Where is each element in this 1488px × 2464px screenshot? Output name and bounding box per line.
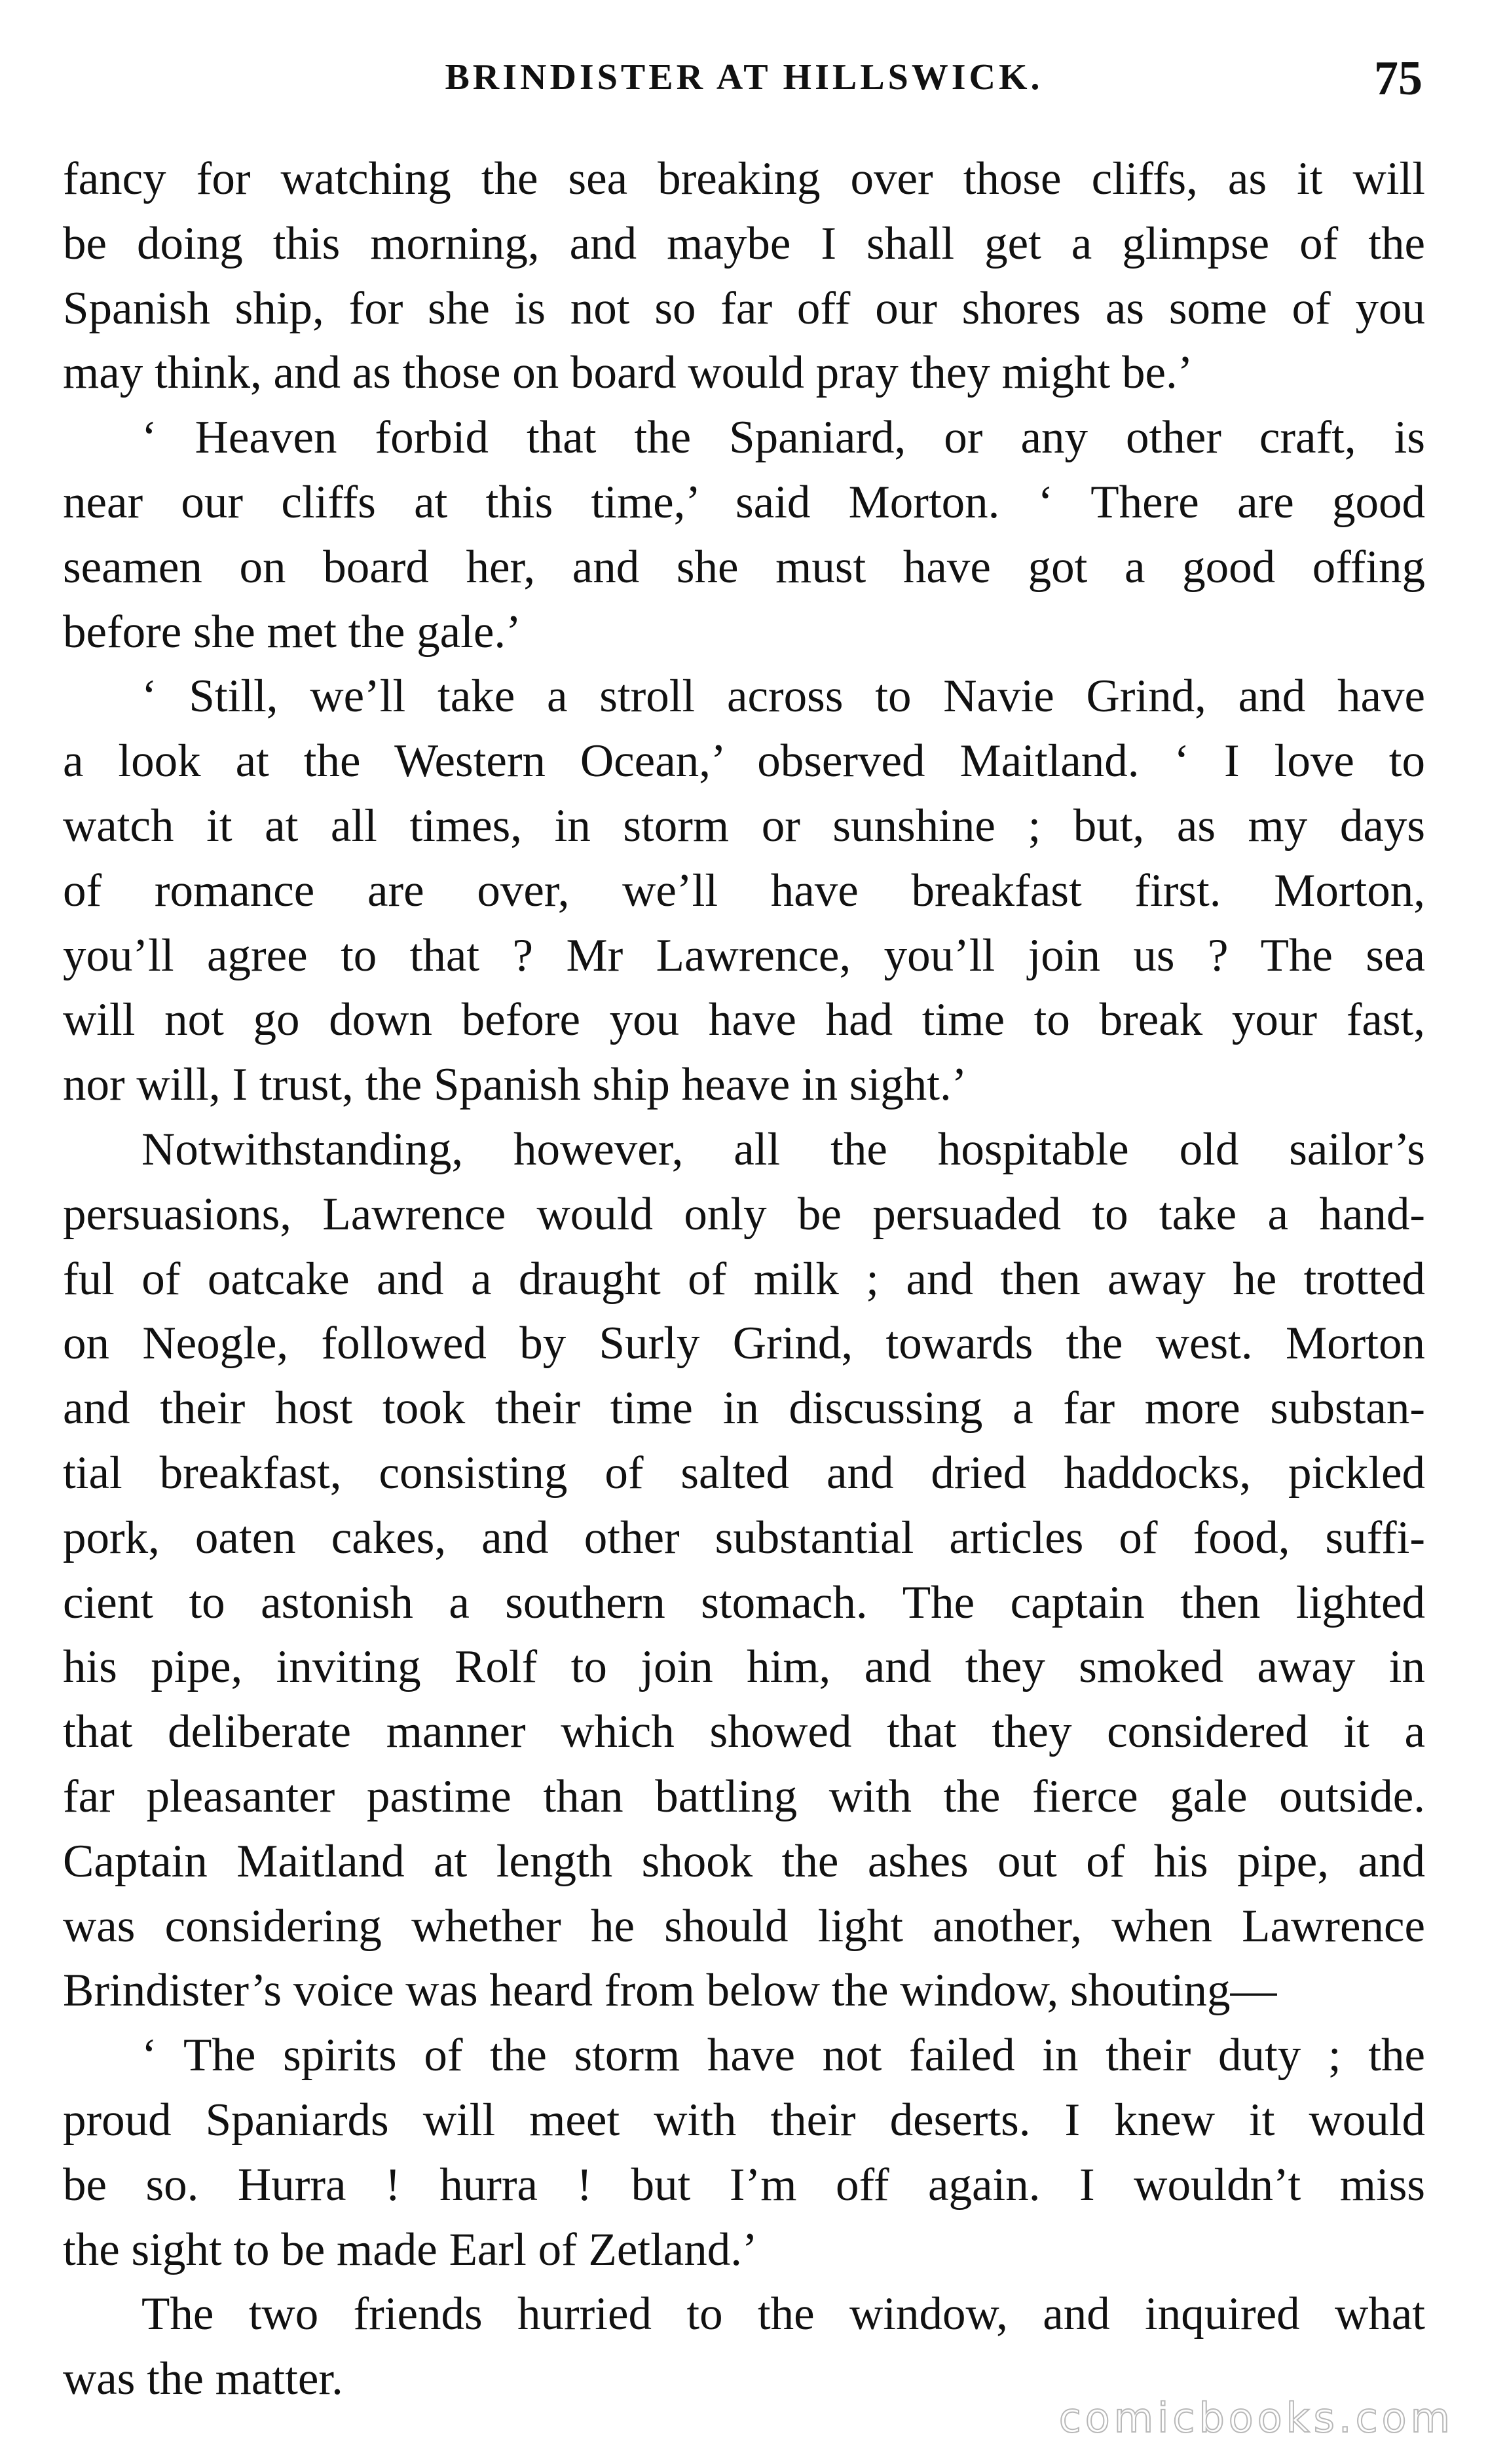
text-line: ‘ The spirits of the storm have not failed in their duty ; the <box>141 2030 1425 2081</box>
text-line: near our cliffs at this time,’ said Morton. ‘ There are good <box>63 476 1425 528</box>
text-line: persuasions, Lawrence would only be persuaded to take a hand- <box>63 1188 1425 1240</box>
text-line: tial breakfast, consisting of salted and dried haddocks, pickled <box>63 1447 1425 1499</box>
text-line: ‘ Still, we’ll take a stroll across to Navie Grind, and have <box>141 671 1425 722</box>
text-line: a look at the Western Ocean,’ observed Maitland. ‘ I love to <box>63 736 1425 787</box>
text-line: Brindister’s voice was heard from below the window, shouting— <box>63 1965 1277 2017</box>
text-line: Captain Maitland at length shook the ashes out of his pipe, and <box>63 1835 1425 1887</box>
page-number: 75 <box>1374 52 1423 105</box>
text-line: proud Spaniards will meet with their deserts. I knew it would <box>63 2094 1425 2146</box>
text-line: be so. Hurra ! hurra ! but I’m off again. I wouldn’t miss <box>63 2159 1425 2211</box>
text-line: ful of oatcake and a draught of milk ; and then away he trotted <box>63 1253 1425 1305</box>
text-line: that deliberate manner which showed that they considered it a <box>63 1706 1425 1758</box>
text-line: his pipe, inviting Rolf to join him, and they smoked away in <box>63 1641 1425 1693</box>
text-line: seamen on board her, and she must have got a good offing <box>63 541 1425 593</box>
text-line: watch it at all times, in storm or sunshine ; but, as my days <box>63 800 1425 851</box>
text-line: may think, and as those on board would pray they might be.’ <box>63 347 1193 399</box>
running-head <box>63 51 1425 123</box>
text-line: was considering whether he should light another, when Lawrence <box>63 1900 1425 1952</box>
body-text <box>63 147 1425 2412</box>
text-line: was the matter. <box>63 2353 343 2405</box>
text-line: you’ll agree to that ? Mr Lawrence, you’ll join us ? The sea <box>63 929 1425 981</box>
text-line: and their host took their time in discussing a far more substan- <box>63 1383 1425 1434</box>
text-line: cient to astonish a southern stomach. The captain then lighted <box>63 1577 1425 1628</box>
text-line: far pleasanter pastime than battling with the fierce gale outside. <box>63 1770 1425 1822</box>
text-line: on Neogle, followed by Surly Grind, towards the west. Morton <box>63 1318 1425 1370</box>
text-line: the sight to be made Earl of Zetland.’ <box>63 2224 758 2275</box>
text-line: fancy for watching the sea breaking over those cliffs, as it will <box>63 153 1425 204</box>
text-line: The two friends hurried to the window, and inquired what <box>141 2288 1425 2340</box>
text-line: ‘ Heaven forbid that the Spaniard, or any other craft, is <box>141 412 1425 464</box>
text-line: nor will, I trust, the Spanish ship heave in sight.’ <box>63 1059 967 1111</box>
running-title: BRINDISTER AT HILLSWICK. <box>445 57 1043 98</box>
text-line: Spanish ship, for she is not so far off our shores as some of you <box>63 282 1425 334</box>
text-line: will not go down before you have had time to break your fast, <box>63 994 1425 1046</box>
text-line: be doing this morning, and maybe I shall get a glimpse of the <box>63 217 1425 269</box>
text-line: pork, oaten cakes, and other substantial articles of food, suffi- <box>63 1512 1425 1563</box>
text-line: of romance are over, we’ll have breakfast first. Morton, <box>63 865 1425 916</box>
text-line: before she met the gale.’ <box>63 606 521 658</box>
text-line: Notwithstanding, however, all the hospitable old sailor’s <box>141 1123 1425 1175</box>
watermark: comicbooks.com <box>1058 2394 1454 2442</box>
